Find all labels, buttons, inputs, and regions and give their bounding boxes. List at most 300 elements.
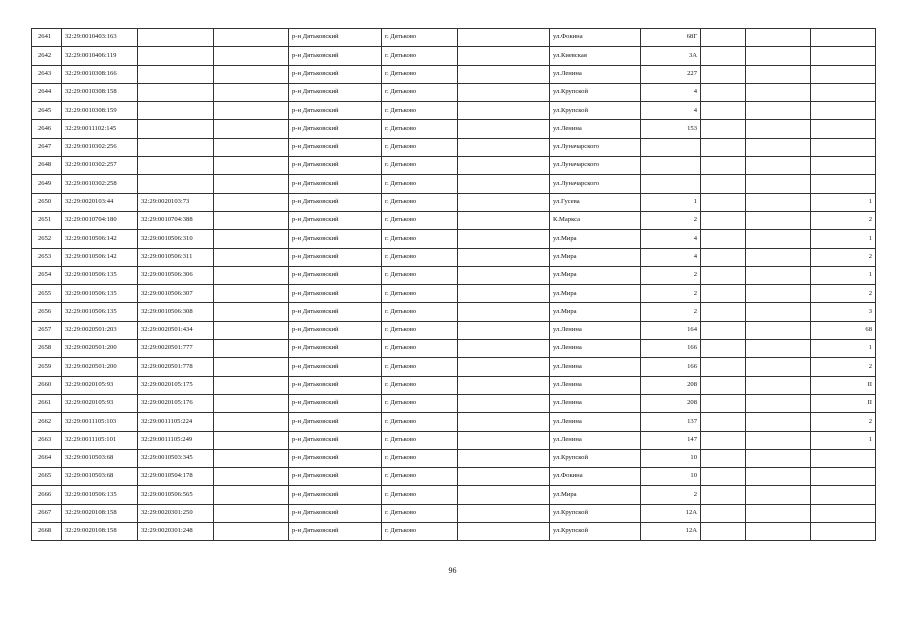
cadastral-number-2-cell: 32:29:0010704:388	[138, 211, 214, 229]
empty-cell	[458, 413, 550, 431]
city-cell: г. Дятьково	[382, 285, 458, 303]
flat-cell: II	[811, 376, 876, 394]
flat-cell	[811, 120, 876, 138]
row-index-cell: 2661	[32, 394, 62, 412]
house-cell: 10	[641, 468, 701, 486]
flat-cell: 2	[811, 248, 876, 266]
city-cell: г. Дятьково	[382, 157, 458, 175]
city-cell: г. Дятьково	[382, 449, 458, 467]
district-cell: р-н Дятьковский	[289, 47, 382, 65]
empty-cell	[458, 47, 550, 65]
district-cell: р-н Дятьковский	[289, 358, 382, 376]
empty-cell	[746, 449, 811, 467]
house-cell: 4	[641, 230, 701, 248]
empty-cell	[746, 102, 811, 120]
empty-cell	[701, 523, 746, 541]
row-index-cell: 2667	[32, 504, 62, 522]
city-cell: г. Дятьково	[382, 266, 458, 284]
table-row	[32, 47, 876, 65]
empty-cell	[458, 358, 550, 376]
empty-cell	[746, 394, 811, 412]
row-index-cell: 2658	[32, 340, 62, 358]
flat-cell	[811, 175, 876, 193]
flat-cell: 68	[811, 321, 876, 339]
street-cell: ул.Мира	[550, 285, 641, 303]
table-row	[32, 449, 876, 467]
page-number: 96	[448, 566, 457, 575]
row-index-cell: 2646	[32, 120, 62, 138]
row-index-cell: 2653	[32, 248, 62, 266]
district-cell: р-н Дятьковский	[289, 394, 382, 412]
empty-cell	[458, 285, 550, 303]
table-row	[32, 340, 876, 358]
district-cell: р-н Дятьковский	[289, 83, 382, 101]
empty-cell	[458, 266, 550, 284]
cadastral-number-cell: 32:29:0011105:103	[62, 413, 138, 431]
row-index-cell: 2641	[32, 29, 62, 47]
district-cell: р-н Дятьковский	[289, 157, 382, 175]
street-cell: ул.Крупской	[550, 83, 641, 101]
empty-cell	[214, 266, 289, 284]
empty-cell	[701, 449, 746, 467]
cadastral-number-2-cell: 32:29:0010504:178	[138, 468, 214, 486]
cadastral-number-2-cell: 32:29:0010506:565	[138, 486, 214, 504]
street-cell: ул.Гусева	[550, 193, 641, 211]
street-cell: ул.Мира	[550, 486, 641, 504]
street-cell: ул.Луначарского	[550, 175, 641, 193]
row-index-cell: 2647	[32, 138, 62, 156]
row-index-cell: 2665	[32, 468, 62, 486]
street-cell: ул.Луначарского	[550, 157, 641, 175]
house-cell: 68Г	[641, 29, 701, 47]
cadastral-number-cell: 32:29:0010302:256	[62, 138, 138, 156]
empty-cell	[214, 102, 289, 120]
empty-cell	[746, 120, 811, 138]
empty-cell	[214, 486, 289, 504]
row-index-cell: 2657	[32, 321, 62, 339]
empty-cell	[701, 431, 746, 449]
house-cell	[641, 175, 701, 193]
city-cell: г. Дятьково	[382, 102, 458, 120]
house-cell	[641, 138, 701, 156]
table-row	[32, 248, 876, 266]
house-cell: 10	[641, 449, 701, 467]
cadastral-number-cell: 32:29:0020108:158	[62, 523, 138, 541]
row-index-cell: 2662	[32, 413, 62, 431]
table-row	[32, 431, 876, 449]
cadastral-number-2-cell: 32:29:0011105:249	[138, 431, 214, 449]
district-cell: р-н Дятьковский	[289, 102, 382, 120]
street-cell: ул.Фокина	[550, 468, 641, 486]
empty-cell	[701, 211, 746, 229]
empty-cell	[458, 303, 550, 321]
cadastral-number-2-cell: 32:29:0010506:307	[138, 285, 214, 303]
empty-cell	[746, 47, 811, 65]
flat-cell	[811, 29, 876, 47]
city-cell: г. Дятьково	[382, 486, 458, 504]
house-cell: 1	[641, 193, 701, 211]
house-cell: 2	[641, 285, 701, 303]
district-cell: р-н Дятьковский	[289, 211, 382, 229]
empty-cell	[746, 157, 811, 175]
cadastral-number-cell: 32:29:0010704:180	[62, 211, 138, 229]
empty-cell	[701, 47, 746, 65]
empty-cell	[746, 193, 811, 211]
house-cell: 12А	[641, 504, 701, 522]
empty-cell	[458, 468, 550, 486]
cadastral-number-cell: 32:29:0010506:142	[62, 230, 138, 248]
city-cell: г. Дятьково	[382, 29, 458, 47]
empty-cell	[701, 83, 746, 101]
street-cell: ул.Ленина	[550, 413, 641, 431]
cadastral-number-2-cell: 32:29:0020301:248	[138, 523, 214, 541]
empty-cell	[701, 285, 746, 303]
city-cell: г. Дятьково	[382, 47, 458, 65]
street-cell: ул.Ленина	[550, 65, 641, 83]
street-cell: ул.Ленина	[550, 358, 641, 376]
empty-cell	[701, 138, 746, 156]
cadastral-number-2-cell	[138, 29, 214, 47]
empty-cell	[746, 376, 811, 394]
city-cell: г. Дятьково	[382, 175, 458, 193]
empty-cell	[701, 193, 746, 211]
district-cell: р-н Дятьковский	[289, 413, 382, 431]
house-cell: 153	[641, 120, 701, 138]
cadastral-number-2-cell	[138, 157, 214, 175]
house-cell	[641, 157, 701, 175]
cadastral-number-cell: 32:29:0020108:158	[62, 504, 138, 522]
city-cell: г. Дятьково	[382, 340, 458, 358]
house-cell: 2	[641, 486, 701, 504]
empty-cell	[701, 468, 746, 486]
flat-cell: II	[811, 394, 876, 412]
empty-cell	[458, 449, 550, 467]
empty-cell	[701, 29, 746, 47]
empty-cell	[746, 340, 811, 358]
flat-cell: 1	[811, 340, 876, 358]
district-cell: р-н Дятьковский	[289, 266, 382, 284]
street-cell: ул.Ленина	[550, 120, 641, 138]
flat-cell: 2	[811, 285, 876, 303]
empty-cell	[701, 230, 746, 248]
cadastral-number-2-cell: 32:29:0020501:434	[138, 321, 214, 339]
house-cell: 208	[641, 394, 701, 412]
table-row	[32, 266, 876, 284]
empty-cell	[214, 138, 289, 156]
empty-cell	[458, 504, 550, 522]
table-row	[32, 65, 876, 83]
house-cell: 4	[641, 83, 701, 101]
empty-cell	[458, 83, 550, 101]
cadastral-number-cell: 32:29:0010308:159	[62, 102, 138, 120]
flat-cell: 1	[811, 193, 876, 211]
empty-cell	[701, 266, 746, 284]
empty-cell	[701, 376, 746, 394]
cadastral-number-2-cell	[138, 102, 214, 120]
cadastral-number-cell: 32:29:0010308:166	[62, 65, 138, 83]
row-index-cell: 2654	[32, 266, 62, 284]
empty-cell	[214, 321, 289, 339]
street-cell: ул.Крупской	[550, 102, 641, 120]
district-cell: р-н Дятьковский	[289, 285, 382, 303]
row-index-cell: 2645	[32, 102, 62, 120]
flat-cell	[811, 138, 876, 156]
cadastral-number-cell: 32:29:0010403:163	[62, 29, 138, 47]
city-cell: г. Дятьково	[382, 523, 458, 541]
row-index-cell: 2642	[32, 47, 62, 65]
district-cell: р-н Дятьковский	[289, 523, 382, 541]
empty-cell	[701, 358, 746, 376]
cadastral-number-cell: 32:29:0020105:93	[62, 394, 138, 412]
flat-cell: 3	[811, 303, 876, 321]
cadastral-number-2-cell: 32:29:0010506:306	[138, 266, 214, 284]
house-cell: 2	[641, 303, 701, 321]
row-index-cell: 2650	[32, 193, 62, 211]
cadastral-number-2-cell	[138, 83, 214, 101]
empty-cell	[214, 175, 289, 193]
table-row	[32, 138, 876, 156]
district-cell: р-н Дятьковский	[289, 376, 382, 394]
empty-cell	[214, 449, 289, 467]
empty-cell	[458, 321, 550, 339]
empty-cell	[458, 431, 550, 449]
row-index-cell: 2664	[32, 449, 62, 467]
empty-cell	[458, 340, 550, 358]
row-index-cell: 2652	[32, 230, 62, 248]
empty-cell	[746, 266, 811, 284]
empty-cell	[214, 248, 289, 266]
row-index-cell: 2659	[32, 358, 62, 376]
row-index-cell: 2655	[32, 285, 62, 303]
cadastral-number-2-cell	[138, 65, 214, 83]
table-row	[32, 394, 876, 412]
cadastral-number-2-cell: 32:29:0010506:308	[138, 303, 214, 321]
flat-cell: 1	[811, 266, 876, 284]
city-cell: г. Дятьково	[382, 394, 458, 412]
city-cell: г. Дятьково	[382, 504, 458, 522]
empty-cell	[214, 120, 289, 138]
city-cell: г. Дятьково	[382, 120, 458, 138]
empty-cell	[746, 504, 811, 522]
house-cell: 12А	[641, 523, 701, 541]
street-cell: ул.Мира	[550, 230, 641, 248]
cadastral-number-2-cell: 32:29:0020501:778	[138, 358, 214, 376]
empty-cell	[214, 157, 289, 175]
cadastral-number-2-cell: 32:29:0020105:175	[138, 376, 214, 394]
empty-cell	[746, 303, 811, 321]
table-body	[32, 29, 876, 541]
district-cell: р-н Дятьковский	[289, 230, 382, 248]
street-cell: ул.Ленина	[550, 394, 641, 412]
table-row	[32, 285, 876, 303]
empty-cell	[701, 303, 746, 321]
city-cell: г. Дятьково	[382, 248, 458, 266]
empty-cell	[701, 504, 746, 522]
empty-cell	[746, 358, 811, 376]
empty-cell	[214, 230, 289, 248]
empty-cell	[214, 340, 289, 358]
cadastral-number-cell: 32:29:0020501:200	[62, 340, 138, 358]
flat-cell	[811, 468, 876, 486]
empty-cell	[746, 413, 811, 431]
flat-cell: 1	[811, 230, 876, 248]
table-row	[32, 29, 876, 47]
empty-cell	[701, 65, 746, 83]
empty-cell	[214, 83, 289, 101]
empty-cell	[458, 175, 550, 193]
empty-cell	[458, 523, 550, 541]
cadastral-number-cell: 32:29:0010308:158	[62, 83, 138, 101]
street-cell: ул.Крупской	[550, 504, 641, 522]
street-cell: ул.Мира	[550, 248, 641, 266]
district-cell: р-н Дятьковский	[289, 29, 382, 47]
house-cell: 164	[641, 321, 701, 339]
empty-cell	[746, 486, 811, 504]
cadastral-number-cell: 32:29:0010506:135	[62, 285, 138, 303]
district-cell: р-н Дятьковский	[289, 138, 382, 156]
district-cell: р-н Дятьковский	[289, 449, 382, 467]
district-cell: р-н Дятьковский	[289, 321, 382, 339]
empty-cell	[746, 230, 811, 248]
empty-cell	[458, 120, 550, 138]
house-cell: 4	[641, 102, 701, 120]
street-cell: ул.Луначарского	[550, 138, 641, 156]
empty-cell	[458, 65, 550, 83]
empty-cell	[701, 394, 746, 412]
house-cell: 166	[641, 358, 701, 376]
cadastral-number-cell: 32:29:0011102:145	[62, 120, 138, 138]
street-cell: ул.Крупской	[550, 449, 641, 467]
district-cell: р-н Дятьковский	[289, 248, 382, 266]
district-cell: р-н Дятьковский	[289, 431, 382, 449]
cadastral-number-2-cell: 32:29:0010506:311	[138, 248, 214, 266]
empty-cell	[458, 230, 550, 248]
empty-cell	[458, 394, 550, 412]
empty-cell	[214, 29, 289, 47]
empty-cell	[701, 102, 746, 120]
street-cell: ул.Мира	[550, 266, 641, 284]
cadastral-number-cell: 32:29:0020501:203	[62, 321, 138, 339]
empty-cell	[214, 285, 289, 303]
table-row	[32, 193, 876, 211]
house-cell: 2	[641, 211, 701, 229]
empty-cell	[214, 47, 289, 65]
flat-cell: 2	[811, 358, 876, 376]
flat-cell	[811, 102, 876, 120]
flat-cell	[811, 504, 876, 522]
cadastral-number-2-cell: 32:29:0020301:250	[138, 504, 214, 522]
cadastral-number-cell: 32:29:0010506:135	[62, 486, 138, 504]
city-cell: г. Дятьково	[382, 468, 458, 486]
row-index-cell: 2656	[32, 303, 62, 321]
table-row	[32, 376, 876, 394]
row-index-cell: 2663	[32, 431, 62, 449]
cadastral-number-2-cell: 32:29:0020501:777	[138, 340, 214, 358]
empty-cell	[701, 321, 746, 339]
cadastral-number-2-cell: 32:29:0010503:345	[138, 449, 214, 467]
district-cell: р-н Дятьковский	[289, 65, 382, 83]
flat-cell: 1	[811, 431, 876, 449]
cadastral-number-2-cell: 32:29:0011105:224	[138, 413, 214, 431]
empty-cell	[746, 138, 811, 156]
city-cell: г. Дятьково	[382, 138, 458, 156]
empty-cell	[458, 211, 550, 229]
city-cell: г. Дятьково	[382, 211, 458, 229]
empty-cell	[746, 175, 811, 193]
table-row	[32, 321, 876, 339]
empty-cell	[746, 211, 811, 229]
street-cell: К.Маркса	[550, 211, 641, 229]
district-cell: р-н Дятьковский	[289, 486, 382, 504]
house-cell: 166	[641, 340, 701, 358]
flat-cell	[811, 83, 876, 101]
table-row	[32, 413, 876, 431]
flat-cell	[811, 449, 876, 467]
city-cell: г. Дятьково	[382, 65, 458, 83]
empty-cell	[746, 431, 811, 449]
street-cell: ул.Киевская	[550, 47, 641, 65]
street-cell: ул.Крупской	[550, 523, 641, 541]
empty-cell	[701, 340, 746, 358]
empty-cell	[701, 248, 746, 266]
empty-cell	[746, 83, 811, 101]
cadastral-number-2-cell	[138, 120, 214, 138]
cadastral-number-cell: 32:29:0020501:200	[62, 358, 138, 376]
city-cell: г. Дятьково	[382, 83, 458, 101]
empty-cell	[214, 504, 289, 522]
cadastral-number-cell: 32:29:0010506:142	[62, 248, 138, 266]
cadastral-number-cell: 32:29:0010302:257	[62, 157, 138, 175]
empty-cell	[701, 413, 746, 431]
cadastral-number-cell: 32:29:0010506:135	[62, 266, 138, 284]
empty-cell	[458, 29, 550, 47]
city-cell: г. Дятьково	[382, 303, 458, 321]
empty-cell	[746, 285, 811, 303]
empty-cell	[701, 157, 746, 175]
city-cell: г. Дятьково	[382, 431, 458, 449]
table-row	[32, 468, 876, 486]
flat-cell: 2	[811, 211, 876, 229]
city-cell: г. Дятьково	[382, 230, 458, 248]
empty-cell	[458, 248, 550, 266]
district-cell: р-н Дятьковский	[289, 340, 382, 358]
empty-cell	[214, 413, 289, 431]
district-cell: р-н Дятьковский	[289, 303, 382, 321]
empty-cell	[214, 394, 289, 412]
cadastral-number-cell: 32:29:0011105:101	[62, 431, 138, 449]
street-cell: ул.Мира	[550, 303, 641, 321]
cadastral-number-cell: 32:29:0010302:258	[62, 175, 138, 193]
empty-cell	[458, 138, 550, 156]
flat-cell	[811, 486, 876, 504]
empty-cell	[214, 65, 289, 83]
empty-cell	[746, 523, 811, 541]
cadastral-number-2-cell: 32:29:0020105:176	[138, 394, 214, 412]
house-cell: 147	[641, 431, 701, 449]
row-index-cell: 2648	[32, 157, 62, 175]
cadastral-number-2-cell	[138, 138, 214, 156]
city-cell: г. Дятьково	[382, 358, 458, 376]
empty-cell	[701, 175, 746, 193]
flat-cell	[811, 523, 876, 541]
table-row	[32, 175, 876, 193]
district-cell: р-н Дятьковский	[289, 175, 382, 193]
street-cell: ул.Ленина	[550, 376, 641, 394]
district-cell: р-н Дятьковский	[289, 504, 382, 522]
cadastral-number-cell: 32:29:0010506:135	[62, 303, 138, 321]
district-cell: р-н Дятьковский	[289, 468, 382, 486]
empty-cell	[214, 303, 289, 321]
